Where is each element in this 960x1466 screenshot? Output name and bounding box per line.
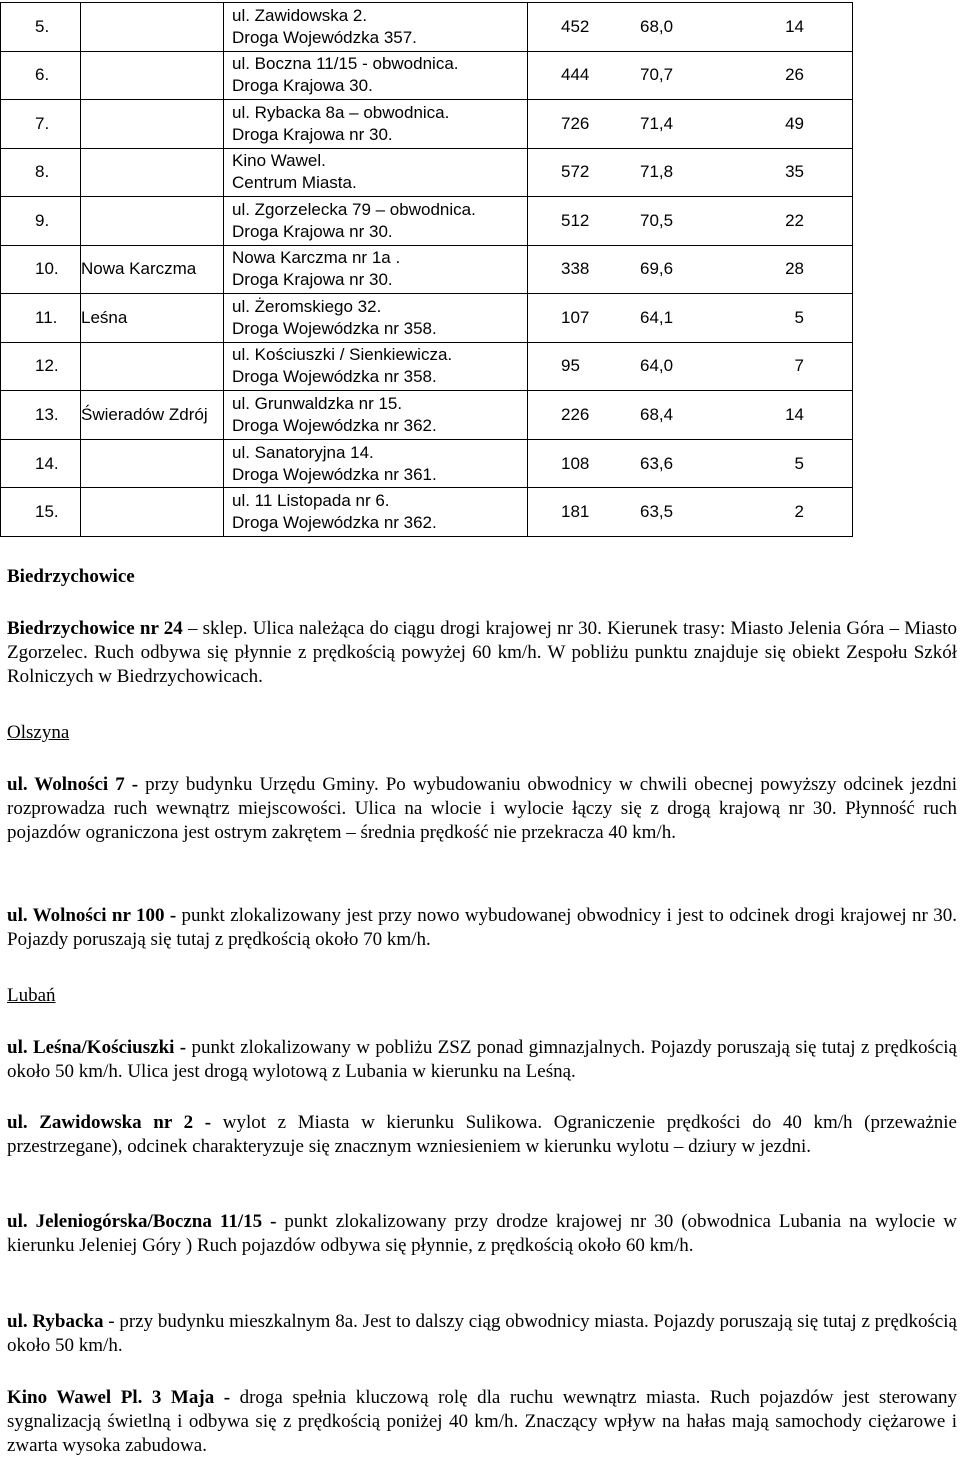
location-road: Droga Wojewódzka nr 362. [232, 416, 437, 436]
section-heading-biedrzychowice: Biedrzychowice [7, 566, 135, 587]
paragraph-wolnosci-100: ul. Wolności nr 100 - punkt zlokalizowany jest przy nowo wybudowanej obwodnicy i jest to odcinek drogi krajowej nr 30. Pojazdy poruszają się tutaj z prędkością około 70 km/h. [7, 905, 958, 950]
paragraph-rybacka: ul. Rybacka - przy budynku mieszkalnym 8a. Jest to dalszy ciąg obwodnicy miasta. Pojazdy poruszają się tutaj z prędkością około 50 km/h. [7, 1311, 957, 1356]
location-street: ul. 11 Listopada nr 6. [232, 491, 390, 511]
town-cell [81, 439, 224, 488]
speed-value: 69,6 [640, 259, 674, 279]
paragraph-lesna-kosciuszki: ul. Leśna/Kościuszki - punkt zlokalizowany w pobliżu ZSZ ponad gimnazjalnych. Pojazdy poruszają się tutaj z prędkością około 50 km/h. Ulica jest drogą wylotową z Lubania w kierunku na Leśną. [7, 1037, 957, 1082]
speed-value: 64,0 [640, 356, 674, 376]
table-row [1, 100, 853, 149]
table-row [1, 294, 853, 343]
table-row [1, 148, 853, 197]
location-street: ul. Zgorzelecka 79 – obwodnica. [232, 199, 476, 219]
town-cell [81, 51, 224, 100]
table-row [1, 3, 853, 52]
location-road: Centrum Miasta. [232, 173, 357, 193]
values-cell [528, 342, 853, 391]
location-road: Droga Krajowa nr 30. [232, 270, 393, 290]
town-cell: Leśna [81, 294, 224, 343]
location-cell [224, 439, 528, 488]
traffic-count: 726 [561, 113, 590, 133]
location-cell [224, 148, 528, 197]
count-value: 5 [794, 453, 804, 473]
paragraph-biedrzychowice-24: Biedrzychowice nr 24 – sklep. Ulica należąca do ciągu drogi krajowej nr 30. Kierunek trasy: Miasto Jelenia Góra – Miasto Zgorzelec. Ruch odbywa się płynnie z prędkością powyżej 60 km/h. W pobliżu punktu znajduje się obiekt Zespołu Szkół Rolniczych w Biedrzychowicach. [7, 618, 958, 687]
values-cell [528, 51, 853, 100]
row-number: 14. [1, 439, 81, 488]
traffic-count: 226 [561, 405, 590, 425]
count-value: 2 [794, 502, 804, 522]
traffic-count: 338 [561, 259, 590, 279]
location-cell [224, 342, 528, 391]
table-row [1, 197, 853, 246]
location-street: Kino Wawel. [232, 151, 326, 171]
count-value: 14 [785, 16, 804, 36]
location-street: ul. Rybacka 8a – obwodnica. [232, 102, 450, 122]
count-value: 49 [785, 113, 804, 133]
table-row [1, 391, 853, 440]
row-number: 6. [1, 51, 81, 100]
location-street: ul. Żeromskiego 32. [232, 296, 382, 316]
count-value: 26 [785, 65, 804, 85]
table-row [1, 51, 853, 100]
town-cell [81, 342, 224, 391]
row-number: 10. [1, 245, 81, 294]
speed-value: 63,5 [640, 502, 674, 522]
row-number: 15. [1, 488, 81, 537]
section-heading-luban: Lubań [7, 985, 56, 1006]
row-number: 7. [1, 100, 81, 149]
location-road: Droga Wojewódzka nr 358. [232, 367, 437, 387]
values-cell [528, 197, 853, 246]
location-street: ul. Zawidowska 2. [232, 5, 368, 25]
speed-value: 68,0 [640, 16, 674, 36]
speed-value: 64,1 [640, 307, 674, 327]
location-street: Nowa Karczma nr 1a . [232, 248, 401, 268]
location-street: ul. Grunwaldzka nr 15. [232, 394, 403, 414]
table-row [1, 245, 853, 294]
location-cell [224, 51, 528, 100]
location-street: ul. Sanatoryjna 14. [232, 442, 374, 462]
location-cell [224, 391, 528, 440]
row-number: 12. [1, 342, 81, 391]
row-number: 13. [1, 391, 81, 440]
values-cell [528, 148, 853, 197]
values-cell [528, 488, 853, 537]
values-cell [528, 391, 853, 440]
location-cell [224, 100, 528, 149]
town-cell: Świeradów Zdrój [81, 391, 224, 440]
speed-value: 63,6 [640, 453, 674, 473]
values-cell [528, 100, 853, 149]
values-cell [528, 245, 853, 294]
paragraph-wolnosci-7: ul. Wolności 7 - przy budynku Urzędu Gminy. Po wybudowaniu obwodnicy w chwili obecnej powyższy odcinek jezdni rozprowadza ruch wewnątrz miejscowości. Ulica na wlocie i wylocie łączy się z drogą krajową nr 30. Płynność ruch pojazdów ograniczona jest ostrym zakrętem – średnia prędkość nie przekracza 40 km/h. [7, 774, 958, 843]
paragraph-zawidowska-2: ul. Zawidowska nr 2 - wylot z Miasta w kierunku Sulikowa. Ograniczenie prędkości do 40 km/h (przeważnie przestrzegane), odcinek charakteryzuje się znacznym wzniesieniem w kierunku wylotu – dziury w jezdni. [7, 1112, 957, 1157]
location-road: Droga Krajowa 30. [232, 76, 373, 96]
traffic-count: 572 [561, 162, 590, 182]
location-road: Droga Wojewódzka nr 358. [232, 318, 437, 338]
paragraph-jeleniogorska-boczna: ul. Jeleniogórska/Boczna 11/15 - punkt zlokalizowany przy drodze krajowej nr 30 (obwodnica Lubania na wylocie w kierunku Jeleniej Góry ) Ruch pojazdów odbywa się płynnie, z prędkością około 60 km/h. [7, 1211, 957, 1256]
count-value: 28 [785, 259, 804, 279]
traffic-count: 95 [561, 356, 580, 376]
row-number: 9. [1, 197, 81, 246]
traffic-count: 181 [561, 502, 590, 522]
town-cell [81, 148, 224, 197]
table-row [1, 488, 853, 537]
count-value: 22 [785, 210, 804, 230]
town-cell [81, 3, 224, 52]
town-cell [81, 488, 224, 537]
row-number: 5. [1, 3, 81, 52]
traffic-count: 452 [561, 16, 590, 36]
location-road: Droga Wojewódzka nr 361. [232, 464, 437, 484]
speed-value: 68,4 [640, 405, 674, 425]
section-heading-olszyna: Olszyna [7, 722, 70, 743]
values-cell [528, 3, 853, 52]
traffic-count: 512 [561, 210, 590, 230]
values-cell [528, 439, 853, 488]
town-cell: Nowa Karczma [81, 245, 224, 294]
values-cell [528, 294, 853, 343]
location-road: Droga Krajowa nr 30. [232, 124, 393, 144]
location-street: ul. Kościuszki / Sienkiewicza. [232, 345, 453, 365]
count-value: 7 [794, 356, 804, 376]
count-value: 5 [794, 307, 804, 327]
location-road: Droga Wojewódzka nr 362. [232, 513, 437, 533]
speed-value: 71,4 [640, 113, 674, 133]
count-value: 35 [785, 162, 804, 182]
location-cell [224, 197, 528, 246]
row-number: 8. [1, 148, 81, 197]
location-cell [224, 245, 528, 294]
town-cell [81, 197, 224, 246]
location-cell [224, 488, 528, 537]
traffic-count: 107 [561, 307, 590, 327]
location-road: Droga Krajowa nr 30. [232, 221, 393, 241]
count-value: 14 [785, 405, 804, 425]
speed-value: 70,7 [640, 65, 674, 85]
location-road: Droga Wojewódzka 357. [232, 27, 417, 47]
town-cell [81, 100, 224, 149]
speed-value: 70,5 [640, 210, 674, 230]
traffic-count: 444 [561, 65, 590, 85]
location-street: ul. Boczna 11/15 - obwodnica. [232, 54, 459, 74]
table-row [1, 439, 853, 488]
location-cell [224, 294, 528, 343]
traffic-measurement-table [0, 2, 853, 537]
table-row [1, 342, 853, 391]
speed-value: 71,8 [640, 162, 674, 182]
row-number: 11. [1, 294, 81, 343]
location-cell [224, 3, 528, 52]
paragraph-kino-wawel: Kino Wawel Pl. 3 Maja - droga spełnia kluczową rolę dla ruchu wewnątrz miasta. Ruch pojazdów jest sterowany sygnalizacją świetlną i odbywa się z prędkością poniżej 40 km/h. Znaczący wpływ na hałas mają samochody ciężarowe i zwarta wysoka zabudowa. [7, 1387, 957, 1456]
traffic-count: 108 [561, 453, 590, 473]
